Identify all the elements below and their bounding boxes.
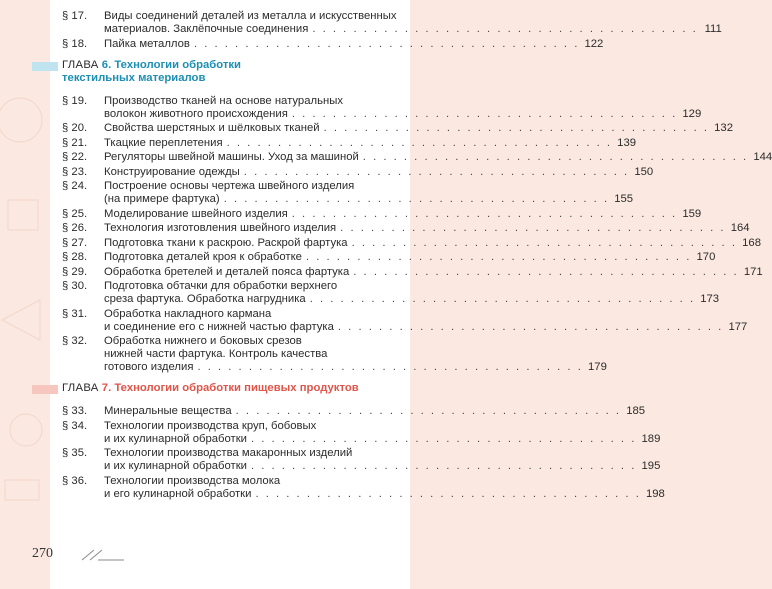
section-title-line: Пайка металлов <box>104 37 190 50</box>
page-number: 270 <box>32 546 53 561</box>
toc-section-top <box>62 10 722 51</box>
chapter-label: ГЛАВА <box>62 58 99 71</box>
section-title-line: нижней части фартука. Контроль качества <box>104 348 328 360</box>
leader-dots: . . . . . . . . . . . . . . . . . . . . . . . . . . . . . . . . . . . . . . <box>291 107 678 120</box>
toc-entry <box>62 10 722 36</box>
leader-dots: . . . . . . . . . . . . . . . . . . . . . . . . . . . . . . . . . . . . . . <box>291 207 678 220</box>
section-title-line: Регуляторы швейной машины. Уход за машиной <box>104 151 359 163</box>
section-title-line: Моделирование швейного изделия <box>104 207 288 220</box>
chapter-number: 6. <box>101 58 112 71</box>
section-title <box>104 405 645 418</box>
section-title <box>104 208 701 221</box>
toc-entry <box>62 136 637 150</box>
section-title-line: Технологии производства макаронных изделий <box>104 447 353 459</box>
section-number: § 23. <box>62 165 88 178</box>
section-number: § 36. <box>62 474 88 487</box>
chapter-7-marker <box>32 385 58 394</box>
page-ref: 168 <box>742 236 761 249</box>
section-title-line: волокон животного происхождения <box>104 107 288 120</box>
page-ref: 129 <box>682 107 702 120</box>
section-title-line: Технологии производства молока <box>104 474 281 487</box>
leader-dots: . . . . . . . . . . . . . . . . . . . . . . . . . . . . . . . . . . . . . . <box>223 193 610 205</box>
leader-dots: . . . . . . . . . . . . . . . . . . . . . . . . . . . . . . . . . . . . . . <box>351 236 737 249</box>
section-title-line: Минеральные вещества <box>104 405 232 417</box>
section-title-line: Производство тканей на основе натуральных <box>104 94 343 107</box>
chapter-title: Технологии обработки пищевых продуктов <box>114 382 359 394</box>
toc-entry <box>62 447 661 473</box>
toc-entry <box>62 180 634 206</box>
section-number: § 29. <box>62 265 88 278</box>
section-number: § 24. <box>62 180 88 192</box>
section-title <box>104 180 633 206</box>
section-title-line: Обработка накладного кармана <box>104 307 272 320</box>
page-ref: 150 <box>634 165 654 178</box>
section-number: § 27. <box>62 236 88 249</box>
toc-entry <box>62 251 716 264</box>
leader-dots: . . . . . . . . . . . . . . . . . . . . . . . . . . . . . . . . . . . . . . <box>309 293 696 305</box>
section-title <box>104 335 607 374</box>
section-title <box>104 420 660 446</box>
page-ref: 195 <box>641 460 661 472</box>
section-number: § 18. <box>62 37 88 50</box>
section-number: § 34. <box>62 419 88 432</box>
page-ref: 111 <box>704 23 722 35</box>
section-title-line: Виды соединений деталей из металла и искусственных <box>104 10 397 22</box>
page-ref: 132 <box>714 122 733 134</box>
section-title <box>104 137 636 150</box>
page-ref: 198 <box>645 487 665 500</box>
section-title <box>104 38 603 51</box>
toc-entry <box>62 165 654 179</box>
section-title-line: среза фартука. Обработка нагрудника <box>104 293 306 305</box>
section-title <box>104 122 733 135</box>
chapter-title-line-2: текстильных материалов <box>62 71 206 84</box>
leader-dots: . . . . . . . . . . . . . . . . . . . . . . . . . . . . . . . . . . . . . . <box>305 251 692 263</box>
page-ref: 144 <box>753 151 772 163</box>
toc-entry <box>62 419 661 446</box>
section-title <box>104 251 715 264</box>
leader-dots: . . . . . . . . . . . . . . . . . . . . . . . . . . . . . . . . . . . . . . <box>337 320 724 333</box>
section-title-line: и их кулинарной обработки <box>104 460 247 472</box>
section-title <box>104 237 761 250</box>
section-number: § 31. <box>62 307 88 320</box>
section-title <box>104 266 763 279</box>
toc-entry <box>62 405 646 418</box>
leader-dots: . . . . . . . . . . . . . . . . . . . . . . . . . . . . . . . . . . . . . . <box>226 136 613 149</box>
chapter-label: ГЛАВА <box>62 382 99 394</box>
page-ref: 189 <box>641 432 661 445</box>
section-title <box>104 166 653 179</box>
toc-entry <box>62 37 604 51</box>
leader-dots: . . . . . . . . . . . . . . . . . . . . . . . . . . . . . . . . . . . . . . <box>312 23 698 35</box>
toc-section-chapter-7 <box>62 405 665 501</box>
margin-decoration <box>0 0 50 589</box>
leader-dots: . . . . . . . . . . . . . . . . . . . . . . . . . . . . . . . . . . . . . . <box>197 361 583 373</box>
section-title-line: Технология изготовления швейного изделия <box>104 222 337 234</box>
section-title-line: материалов. Заклёпочные соединения <box>104 23 309 35</box>
page-ref: 122 <box>584 37 604 50</box>
section-number: § 28. <box>62 251 88 263</box>
section-title-line: Технологии производства круп, бобовых <box>104 419 317 432</box>
page-ref: 159 <box>682 207 702 220</box>
toc-section-chapter-6 <box>62 94 772 375</box>
page-ref: 185 <box>626 405 646 417</box>
leader-dots: . . . . . . . . . . . . . . . . . . . . . . . . . . . . . . . . . . . . . . <box>362 151 749 163</box>
leader-dots: . . . . . . . . . . . . . . . . . . . . . . . . . . . . . . . . . . . . . . <box>243 165 630 178</box>
page-ref: 139 <box>617 136 637 149</box>
page-ref: 164 <box>730 222 750 234</box>
chapter-number: 7. <box>101 382 112 394</box>
page-ref: 173 <box>700 293 720 305</box>
toc-entry <box>62 307 748 334</box>
section-number: § 30. <box>62 280 88 292</box>
section-title <box>104 308 747 334</box>
section-title-line: и соединение его с нижней частью фартука <box>104 320 334 333</box>
chapter-title: Технологии обработки <box>114 58 241 71</box>
section-number: § 20. <box>62 122 88 134</box>
leader-dots: . . . . . . . . . . . . . . . . . . . . . . . . . . . . . . . . . . . . . . <box>323 122 709 134</box>
section-number: § 35. <box>62 447 88 459</box>
section-title <box>104 280 719 306</box>
toc-entry <box>62 236 761 250</box>
section-title <box>104 95 701 121</box>
section-title-line: Конструирование одежды <box>104 165 240 178</box>
toc-entry <box>62 94 702 121</box>
page-ref: 179 <box>588 361 607 373</box>
leader-dots: . . . . . . . . . . . . . . . . . . . . . . . . . . . . . . . . . . . . . . <box>235 405 622 417</box>
section-number: § 17. <box>62 10 88 22</box>
section-number: § 33. <box>62 405 88 417</box>
section-title-line: готового изделия <box>104 361 194 373</box>
section-number: § 21. <box>62 136 88 149</box>
section-title-line: Ткацкие переплетения <box>104 136 223 149</box>
leader-dots: . . . . . . . . . . . . . . . . . . . . . . . . . . . . . . . . . . . . . . <box>193 37 580 50</box>
leader-dots: . . . . . . . . . . . . . . . . . . . . . . . . . . . . . . . . . . . . . . <box>250 460 637 472</box>
section-title-line: и их кулинарной обработки <box>104 432 247 445</box>
section-title-line: и его кулинарной обработки <box>104 487 252 500</box>
section-number: § 26. <box>62 222 88 234</box>
toc-entry <box>62 265 763 279</box>
section-title <box>104 10 722 36</box>
leader-dots: . . . . . . . . . . . . . . . . . . . . . . . . . . . . . . . . . . . . . . <box>340 222 726 234</box>
section-number: § 19. <box>62 94 88 107</box>
table-of-contents <box>62 10 772 502</box>
section-number: § 32. <box>62 335 88 347</box>
section-number: § 22. <box>62 151 88 163</box>
section-title <box>104 475 665 501</box>
section-title-line: Свойства шерстяных и шёлковых тканей <box>104 122 320 134</box>
section-title <box>104 151 772 164</box>
leader-dots: . . . . . . . . . . . . . . . . . . . . . . . . . . . . . . . . . . . . . . <box>353 265 739 278</box>
leader-dots: . . . . . . . . . . . . . . . . . . . . . . . . . . . . . . . . . . . . . . <box>250 432 637 445</box>
toc-entry <box>62 207 702 221</box>
section-title-line: (на примере фартука) <box>104 193 220 205</box>
leader-dots: . . . . . . . . . . . . . . . . . . . . . . . . . . . . . . . . . . . . . . <box>255 487 641 500</box>
section-number: § 25. <box>62 207 88 220</box>
section-title-line: Обработка нижнего и боковых срезов <box>104 335 302 347</box>
page-ref: 170 <box>696 251 716 263</box>
toc-entry <box>62 151 772 164</box>
page-ref: 171 <box>743 265 763 278</box>
page-ref: 177 <box>728 320 748 333</box>
toc-entry <box>62 474 665 501</box>
section-title-line: Подготовка ткани к раскрою. Раскрой фартука <box>104 236 348 249</box>
section-title <box>104 447 660 473</box>
section-title-line: Подготовка деталей кроя к обработке <box>104 251 302 263</box>
toc-entry <box>62 222 750 235</box>
chapter-7-heading <box>62 382 406 395</box>
chapter-6-marker <box>32 62 58 71</box>
section-title-line: Обработка бретелей и деталей пояса фартука <box>104 265 350 278</box>
section-title-line: Построение основы чертежа швейного изделия <box>104 180 355 192</box>
section-title-line: Подготовка обтачки для обработки верхнего <box>104 280 338 292</box>
page-ref: 155 <box>614 193 634 205</box>
toc-entry <box>62 122 733 135</box>
toc-entry <box>62 335 607 374</box>
toc-entry <box>62 280 720 306</box>
chapter-6-heading <box>62 59 406 85</box>
section-title <box>104 222 750 235</box>
page-number-decoration <box>80 548 130 562</box>
